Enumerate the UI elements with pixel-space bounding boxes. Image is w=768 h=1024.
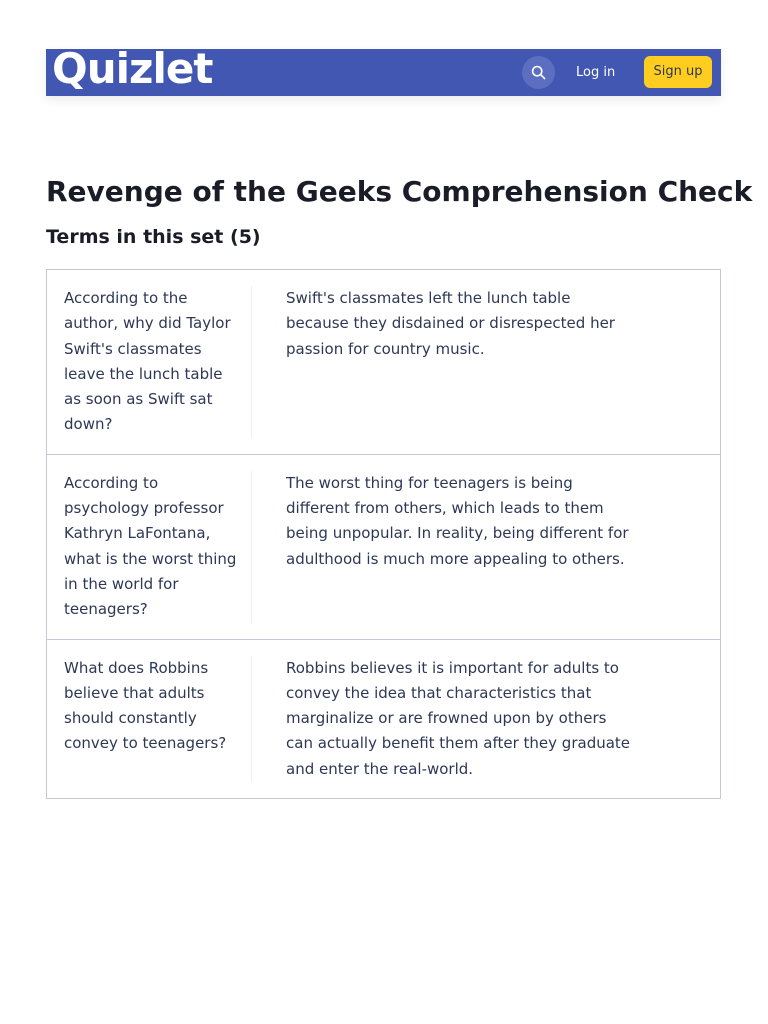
- login-link[interactable]: Log in: [576, 65, 616, 80]
- terms-list: [46, 269, 721, 799]
- term-word: What does Robbins believe that adults should constantly convey to teenagers?: [47, 656, 252, 782]
- site-header: [46, 44, 721, 96]
- term-word: According to psychology professor Kathryn LaFontana, what is the worst thing in the world for teenagers?: [47, 471, 252, 623]
- quizlet-logo[interactable]: Quizlet: [52, 44, 213, 93]
- term-definition: Swift's classmates left the lunch table because they disdained or disrespected her passion for country music.: [286, 289, 615, 358]
- signup-button[interactable]: Sign up: [644, 56, 712, 88]
- term-word: According to the author, why did Taylor Swift's classmates leave the lunch table as soon as Swift sat down?: [47, 286, 252, 438]
- terms-count-heading: Terms in this set (5): [46, 226, 261, 248]
- term-card: [46, 269, 721, 455]
- term-card: [46, 639, 721, 799]
- search-icon: [531, 65, 546, 80]
- term-definition: The worst thing for teenagers is being different from others, which leads to them being unpopular. In reality, being different for adulthood is much more appealing to others.: [286, 473, 629, 568]
- term-definition: Robbins believes it is important for adults to convey the idea that characteristics that marginalize or are frowned upon by others can actually benefit them after they graduate and enter the real-world.: [286, 658, 631, 778]
- page-title: Revenge of the Geeks Comprehension Check: [46, 175, 753, 208]
- search-button[interactable]: [522, 56, 555, 89]
- term-card: [46, 454, 721, 640]
